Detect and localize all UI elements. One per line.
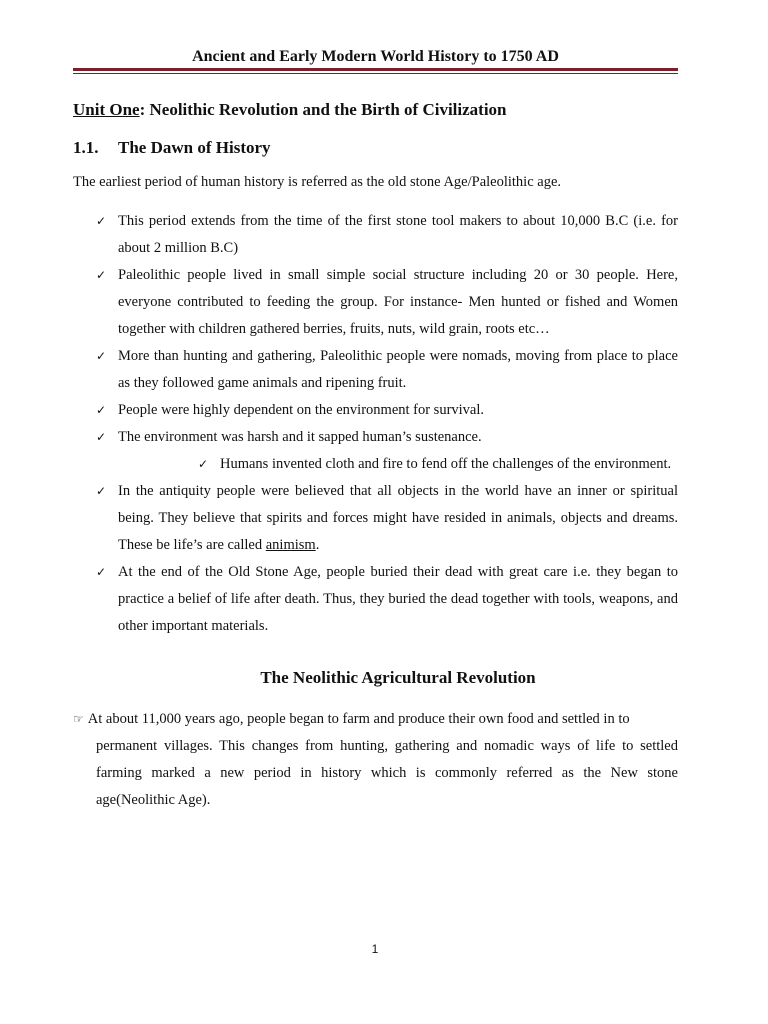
check-icon: ✓ [96, 565, 107, 579]
section-number: 1.1. [73, 138, 99, 157]
pointing-hand-icon: ☞ [73, 712, 84, 726]
unit-title-text: : Neolithic Revolution and the Birth of Civilization [139, 100, 507, 119]
header-rule [73, 68, 678, 71]
list-item-text: This period extends from the time of the first stone tool makers to about 10,000 B.C (i.e. for about 2 million B.C) [118, 213, 678, 256]
section-title: The Dawn of History [118, 138, 271, 157]
sub-list-item [73, 451, 678, 478]
list-item [73, 262, 678, 343]
check-icon: ✓ [96, 349, 107, 363]
running-header: Ancient and Early Modern World History to 1750 AD [192, 48, 559, 65]
list-item-text: At the end of the Old Stone Age, people buried their dead with great care i.e. they began to practice a belief of life after death. Thus, they buried the dead together with tools, weapons, and other important materials. [118, 564, 678, 634]
unit-title [73, 99, 507, 121]
neolithic-line1-text: At about 11,000 years ago, people began to farm and produce their own food and settled in to [87, 711, 630, 727]
check-icon: ✓ [96, 214, 107, 228]
check-icon: ✓ [96, 430, 107, 444]
neolithic-first-line [73, 706, 678, 733]
bullet-list [73, 208, 678, 640]
list-item-text: In the antiquity people were believed that all objects in the world have an inner or spiritual being. They believe that spirits and forces might have resided in animals, objects and dreams. These be life’s are called [118, 483, 678, 553]
header-rule-thin [73, 73, 678, 74]
list-item-text: More than hunting and gathering, Paleolithic people were nomads, moving from place to place as they followed game animals and ripening fruit. [118, 348, 678, 391]
section-heading [73, 137, 271, 159]
check-icon: ✓ [96, 268, 107, 282]
animism-end: . [315, 537, 320, 553]
list-item [73, 478, 678, 559]
list-item [73, 424, 678, 451]
list-item-text: The environment was harsh and it sapped human’s sustenance. [118, 429, 482, 445]
neolithic-heading: The Neolithic Agricultural Revolution [260, 668, 536, 687]
neolithic-rest-text: permanent villages. This changes from hunting, gathering and nomadic ways of life to settled farming marked a new period in history which is commonly referred as the New stone age(Neolithic Age). [96, 738, 678, 808]
list-item [73, 208, 678, 262]
page-number: 1 [371, 942, 379, 956]
animism-term: animism [265, 537, 316, 553]
unit-label: Unit One [73, 100, 140, 119]
list-item-text: Humans invented cloth and fire to fend off the challenges of the environment. [220, 456, 672, 472]
check-icon: ✓ [96, 484, 107, 498]
list-item [73, 559, 678, 640]
intro-paragraph: The earliest period of human history is referred as the old stone Age/Paleolithic age. [73, 174, 562, 190]
check-icon: ✓ [96, 403, 107, 417]
list-item [73, 397, 678, 424]
neolithic-paragraph [73, 706, 678, 814]
list-item-text: Paleolithic people lived in small simple social structure including 20 or 30 people. Here, everyone contributed to feeding the group. For instance- Men hunted or fished and Women together with children gathered berries, fruits, nuts, wild grain, roots etc… [118, 267, 678, 337]
check-icon: ✓ [198, 457, 209, 471]
list-item-text: People were highly dependent on the environment for survival. [118, 402, 485, 418]
list-item [73, 343, 678, 397]
